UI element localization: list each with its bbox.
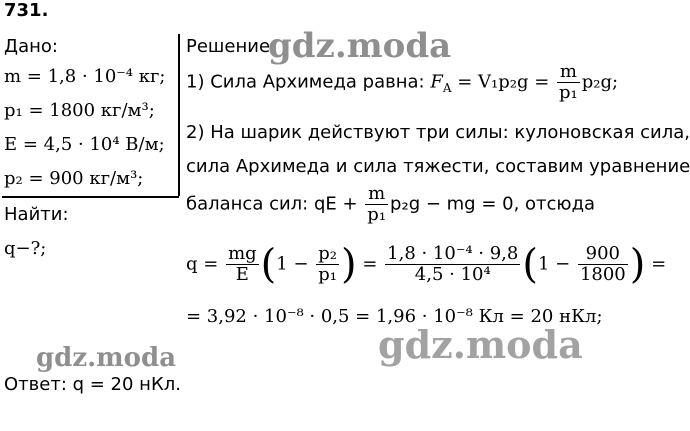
answer-line: Ответ: q = 20 нКл. <box>4 374 181 395</box>
step1-fraction <box>557 62 580 103</box>
formula-eq: = <box>356 253 384 275</box>
step1-eq: = V₁p₂g = <box>451 71 556 93</box>
formula-end: = <box>645 253 667 275</box>
step2-den: p₁ <box>367 204 387 225</box>
formula-one-minus-2: 1 − <box>537 253 576 275</box>
problem-number: 731. <box>4 0 49 21</box>
formula-open-paren: ( <box>260 241 277 288</box>
watermark-top: gdz.moda <box>268 26 452 66</box>
given-density-1: p₁ = 1800 кг/м³; <box>4 100 155 121</box>
watermark-left: gdz.moda <box>36 343 177 373</box>
formula-p1: p₁ <box>318 264 337 285</box>
step1-text: 1) Сила Архимеда равна: <box>186 71 431 93</box>
formula-den2: 4,5 · 10⁴ <box>414 264 491 285</box>
formula-fraction-numeric <box>385 244 520 285</box>
step2-line2: сила Архимеда и сила тяжести, составим уравнение <box>186 156 690 177</box>
formula-q <box>186 241 667 288</box>
formula-close-paren-2: ) <box>629 241 646 288</box>
step2-fraction <box>365 184 388 225</box>
given-mass: m = 1,8 · 10⁻⁴ кг; <box>4 66 166 87</box>
find-header: Найти: <box>4 204 69 225</box>
formula-open-paren-2: ( <box>522 241 538 288</box>
watermark-bottom: gdz.moda <box>378 322 583 367</box>
solution-header: Решение: <box>186 36 277 57</box>
step2-line3-b: p₂g − mg = 0, отсюда <box>390 193 596 215</box>
formula-fraction-p <box>316 244 339 285</box>
solution-step-1 <box>186 62 618 103</box>
formula-p2: p₂ <box>318 243 337 264</box>
step1-num: m <box>557 62 580 83</box>
formula-close-paren: ) <box>341 241 357 288</box>
step1-den: p₁ <box>559 82 578 103</box>
step1-lhs: F <box>430 71 443 93</box>
step2-line1: 2) На шарик действуют три силы: кулоновская сила, <box>186 122 690 143</box>
formula-q-lhs: q = <box>186 253 225 275</box>
given-density-2: p₂ = 900 кг/м³; <box>4 168 144 189</box>
formula-num2: 1,8 · 10⁻⁴ · 9,8 <box>387 243 519 264</box>
step2-line3 <box>186 184 595 225</box>
formula-fraction-900-1800 <box>578 244 628 285</box>
formula-mg: mg <box>228 243 257 264</box>
given-field: E = 4,5 · 10⁴ В/м; <box>4 134 165 155</box>
find-value: q−?; <box>4 238 47 259</box>
formula-one-minus: 1 − <box>276 253 315 275</box>
table-horizontal-divider <box>2 196 179 198</box>
formula-900: 900 <box>578 244 628 265</box>
formula-1800: 1800 <box>579 264 626 285</box>
formula-fraction-mg-e <box>226 244 259 285</box>
formula-e: E <box>235 264 249 285</box>
step1-sub: A <box>442 81 452 96</box>
table-vertical-divider <box>178 34 180 196</box>
step2-line3-a: баланса сил: qE + <box>186 193 364 215</box>
given-header: Дано: <box>4 36 58 57</box>
result-line: = 3,92 · 10⁻⁸ · 0,5 = 1,96 · 10⁻⁸ Кл = 20 нКл; <box>186 306 603 327</box>
step1-tail: p₂g; <box>581 71 619 93</box>
step2-num: m <box>365 184 388 205</box>
